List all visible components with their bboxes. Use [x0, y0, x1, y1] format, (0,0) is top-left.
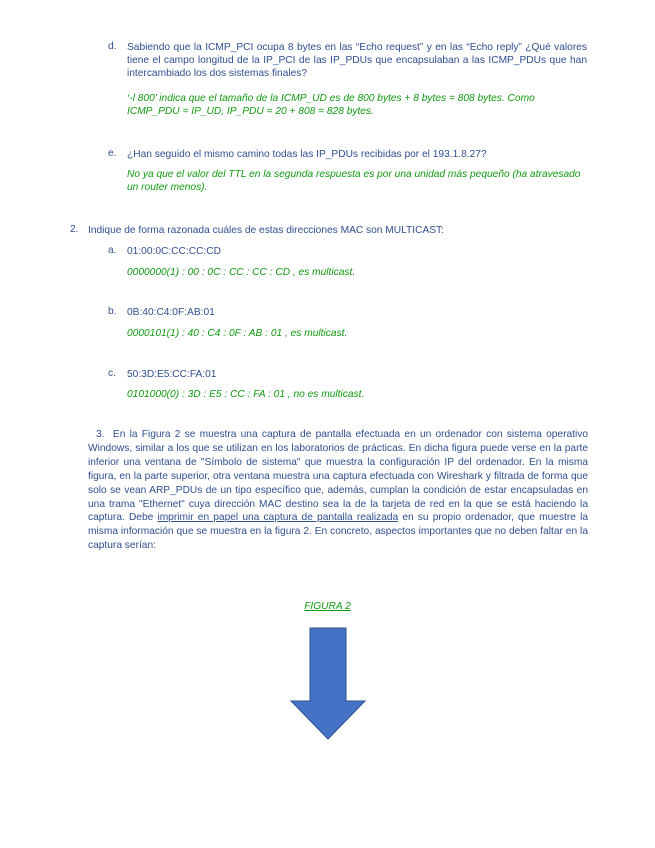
q2-number: 2. [70, 224, 79, 235]
q2-b-label: b. [108, 306, 117, 317]
q2-c-label: c. [108, 368, 116, 379]
q2-c-mac: 50:3D:E5:CC:FA:01 [127, 369, 217, 380]
item-e-label: e. [108, 148, 117, 159]
item-d-label: d. [108, 41, 117, 52]
q3-text-after: en su propio ordenador, que muestre la misma información que se muestra en la figura 2. En concreto, aspectos importantes que no deben faltar en la captura serían: [88, 512, 588, 552]
q3-paragraph [88, 428, 588, 553]
q2-c-answer: 0101000(0) : 3D : E5 : CC : FA : 01 , no es multicast. [127, 389, 365, 400]
down-arrow-figure [288, 626, 368, 742]
q2-b-answer: 0000101(1) : 40 : C4 : 0F : AB : 01 , es multicast. [127, 328, 348, 339]
q2-a-answer: 0000000(1) : 00 : 0C : CC : CC : CD , es multicast. [127, 267, 356, 278]
item-e-answer: No ya que el valor del TTL en la segunda respuesta es por una unidad más pequeño (ha atravesado un router menos). [127, 169, 581, 193]
q2-text: Indique de forma razonada cuáles de estas direcciones MAC son MULTICAST: [88, 225, 444, 236]
q2-a-mac: 01:00:0C:CC:CC:CD [127, 246, 221, 257]
q3-number: 3. [96, 429, 105, 440]
q3-text-before: En la Figura 2 se muestra una captura de pantalla efectuada en un ordenador con sistema operativo Windows, similar a los que se utilizan en los laboratorios de prácticas. En dicha figura puede verse en la parte inferior una ventana de "Símbolo de sistema" que muestra la configuración IP del ordenador. En la misma figura, en la parte superior, otra ventana muestra una captura efectuada con Wireshark y filtrada de forma que solo se vean ARP_PDUs de un tipo específico que, además, cumplan la condición de estar encapsuladas en una trama "Ethernet" cuya dirección MAC destino sea la de la tarjeta de red en la que se está haciendo la captura. Debe [88, 429, 588, 524]
down-arrow-icon [291, 628, 365, 739]
q2-b-mac: 0B:40:C4:0F:AB:01 [127, 307, 215, 318]
item-e-question: ¿Han seguido el mismo camino todas las IP_PDUs recibidas por el 193.1.8.27? [127, 149, 487, 160]
figure-caption: FIGURA 2 [304, 601, 351, 612]
q2-a-label: a. [108, 245, 117, 256]
q3-text-underlined: imprimir en papel una captura de pantalla realizada [157, 512, 399, 524]
item-d-question: Sabiendo que la ICMP_PCI ocupa 8 bytes en las “Echo request” y en las “Echo reply” ¿Qué valores tiene el campo longitud de la IP_PCI de las IP_PDUs que encapsulaban a las ICMP_PDUs que han intercambiado los dos sistemas finales? [127, 42, 587, 79]
item-d-answer: ‘-l 800’ indica que el tamaño de la ICMP_UD es de 800 bytes + 8 bytes = 808 bytes. Como ICMP_PDU = IP_UD, IP_PDU = 20 + 808 = 828 bytes. [127, 93, 535, 117]
